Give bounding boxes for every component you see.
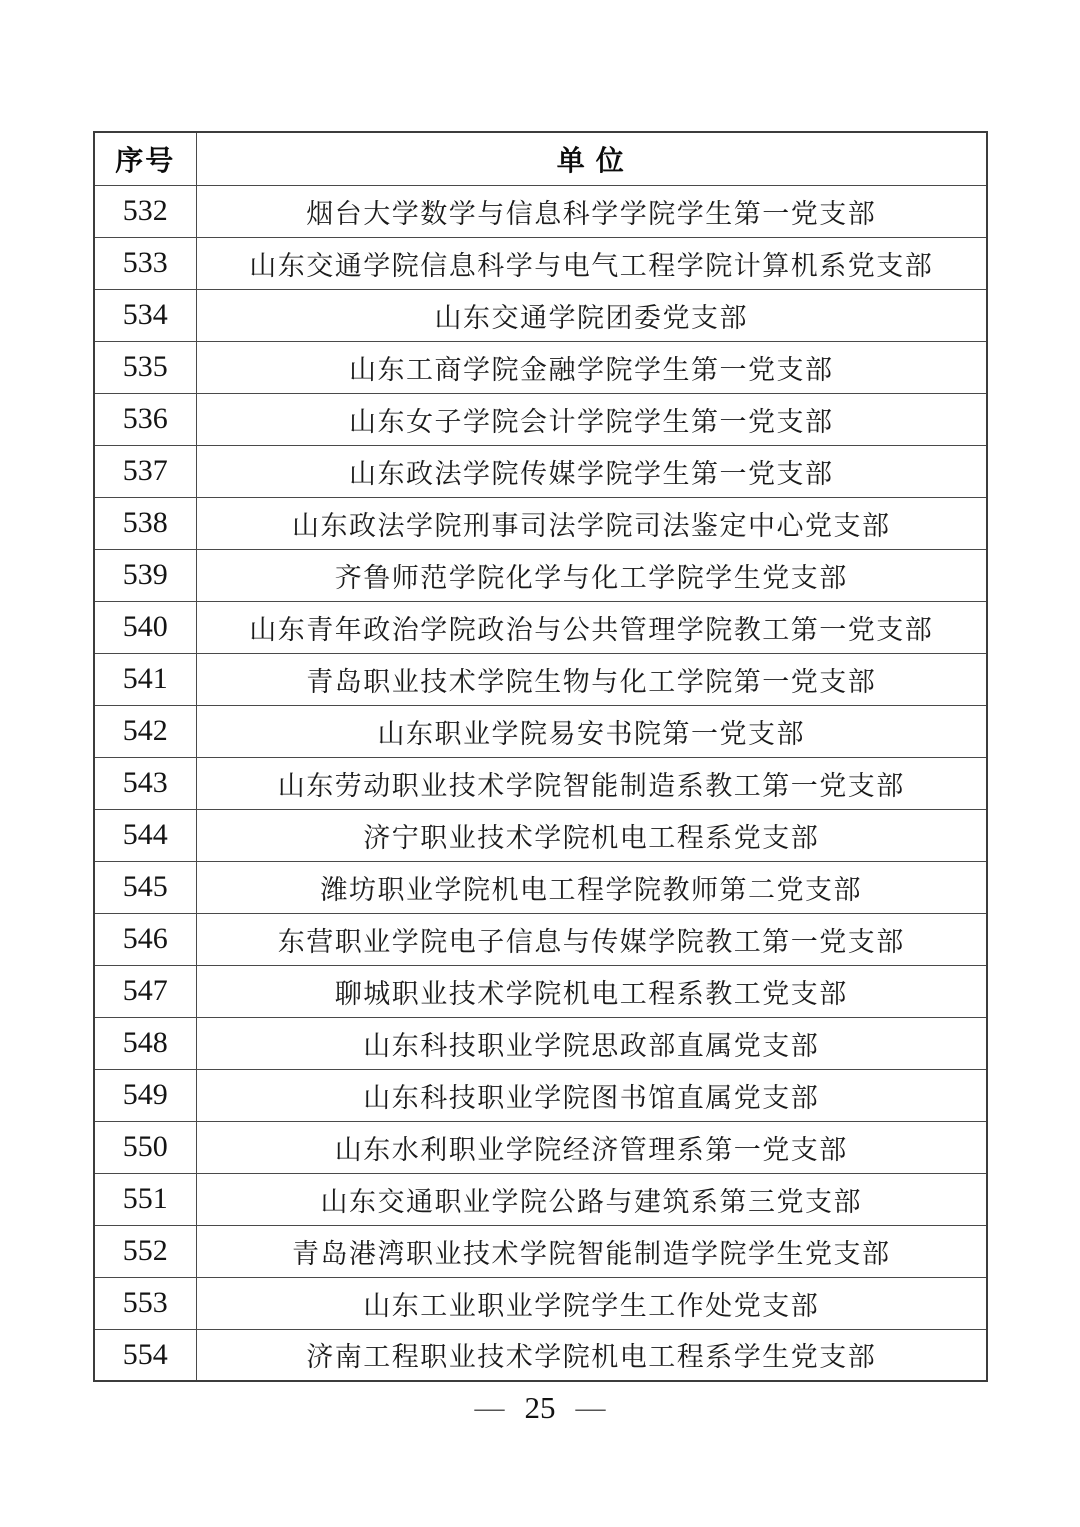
serial-number-cell: 544 bbox=[94, 809, 196, 861]
footer-left-dash: — bbox=[474, 1391, 505, 1424]
table-row bbox=[94, 289, 987, 341]
table-row bbox=[94, 1173, 987, 1225]
header-serial-number: 序号 bbox=[94, 132, 196, 185]
serial-number-cell: 533 bbox=[94, 237, 196, 289]
serial-number-cell: 545 bbox=[94, 861, 196, 913]
table-body bbox=[94, 185, 987, 1381]
table-row bbox=[94, 549, 987, 601]
table-row bbox=[94, 861, 987, 913]
serial-number-cell: 552 bbox=[94, 1225, 196, 1277]
serial-number-cell: 535 bbox=[94, 341, 196, 393]
serial-number-cell: 547 bbox=[94, 965, 196, 1017]
table-row bbox=[94, 1225, 987, 1277]
unit-name-cell: 山东科技职业学院图书馆直属党支部 bbox=[196, 1069, 987, 1121]
table-row bbox=[94, 1277, 987, 1329]
page-footer bbox=[0, 1390, 1080, 1426]
unit-name-cell: 烟台大学数学与信息科学学院学生第一党支部 bbox=[196, 185, 987, 237]
footer-right-dash: — bbox=[575, 1391, 606, 1424]
serial-number-cell: 542 bbox=[94, 705, 196, 757]
unit-name-cell: 山东交通职业学院公路与建筑系第三党支部 bbox=[196, 1173, 987, 1225]
serial-number-cell: 540 bbox=[94, 601, 196, 653]
serial-number-cell: 537 bbox=[94, 445, 196, 497]
serial-number-cell: 548 bbox=[94, 1017, 196, 1069]
unit-name-cell: 山东交通学院团委党支部 bbox=[196, 289, 987, 341]
serial-number-cell: 549 bbox=[94, 1069, 196, 1121]
header-unit: 单 位 bbox=[196, 132, 987, 185]
table-row bbox=[94, 497, 987, 549]
table-row bbox=[94, 705, 987, 757]
unit-name-cell: 青岛港湾职业技术学院智能制造学院学生党支部 bbox=[196, 1225, 987, 1277]
table-row bbox=[94, 341, 987, 393]
table-row bbox=[94, 1329, 987, 1381]
table-row bbox=[94, 1069, 987, 1121]
page-number: 25 bbox=[524, 1390, 556, 1425]
serial-number-cell: 551 bbox=[94, 1173, 196, 1225]
unit-name-cell: 济南工程职业技术学院机电工程系学生党支部 bbox=[196, 1329, 987, 1381]
serial-number-cell: 541 bbox=[94, 653, 196, 705]
serial-number-cell: 532 bbox=[94, 185, 196, 237]
unit-name-cell: 山东青年政治学院政治与公共管理学院教工第一党支部 bbox=[196, 601, 987, 653]
table-row bbox=[94, 653, 987, 705]
table-row bbox=[94, 237, 987, 289]
serial-number-cell: 539 bbox=[94, 549, 196, 601]
table-row bbox=[94, 757, 987, 809]
unit-name-cell: 山东工业职业学院学生工作处党支部 bbox=[196, 1277, 987, 1329]
serial-number-cell: 550 bbox=[94, 1121, 196, 1173]
unit-name-cell: 齐鲁师范学院化学与化工学院学生党支部 bbox=[196, 549, 987, 601]
unit-name-cell: 潍坊职业学院机电工程学院教师第二党支部 bbox=[196, 861, 987, 913]
serial-number-cell: 536 bbox=[94, 393, 196, 445]
serial-number-cell: 554 bbox=[94, 1329, 196, 1381]
table-row bbox=[94, 185, 987, 237]
table-row bbox=[94, 809, 987, 861]
unit-name-cell: 山东工商学院金融学院学生第一党支部 bbox=[196, 341, 987, 393]
unit-name-cell: 东营职业学院电子信息与传媒学院教工第一党支部 bbox=[196, 913, 987, 965]
table-row bbox=[94, 913, 987, 965]
unit-name-cell: 青岛职业技术学院生物与化工学院第一党支部 bbox=[196, 653, 987, 705]
unit-name-cell: 山东水利职业学院经济管理系第一党支部 bbox=[196, 1121, 987, 1173]
serial-number-cell: 546 bbox=[94, 913, 196, 965]
unit-name-cell: 山东职业学院易安书院第一党支部 bbox=[196, 705, 987, 757]
table-row bbox=[94, 601, 987, 653]
unit-name-cell: 山东女子学院会计学院学生第一党支部 bbox=[196, 393, 987, 445]
table-header-row bbox=[94, 132, 987, 185]
unit-name-cell: 聊城职业技术学院机电工程系教工党支部 bbox=[196, 965, 987, 1017]
table-row bbox=[94, 965, 987, 1017]
table-row bbox=[94, 445, 987, 497]
serial-number-cell: 534 bbox=[94, 289, 196, 341]
unit-name-cell: 济宁职业技术学院机电工程系党支部 bbox=[196, 809, 987, 861]
table-row bbox=[94, 393, 987, 445]
table-row bbox=[94, 1017, 987, 1069]
unit-roster-table bbox=[93, 131, 988, 1382]
unit-name-cell: 山东政法学院刑事司法学院司法鉴定中心党支部 bbox=[196, 497, 987, 549]
unit-name-cell: 山东劳动职业技术学院智能制造系教工第一党支部 bbox=[196, 757, 987, 809]
table-row bbox=[94, 1121, 987, 1173]
unit-name-cell: 山东交通学院信息科学与电气工程学院计算机系党支部 bbox=[196, 237, 987, 289]
serial-number-cell: 538 bbox=[94, 497, 196, 549]
serial-number-cell: 553 bbox=[94, 1277, 196, 1329]
unit-name-cell: 山东科技职业学院思政部直属党支部 bbox=[196, 1017, 987, 1069]
serial-number-cell: 543 bbox=[94, 757, 196, 809]
unit-name-cell: 山东政法学院传媒学院学生第一党支部 bbox=[196, 445, 987, 497]
